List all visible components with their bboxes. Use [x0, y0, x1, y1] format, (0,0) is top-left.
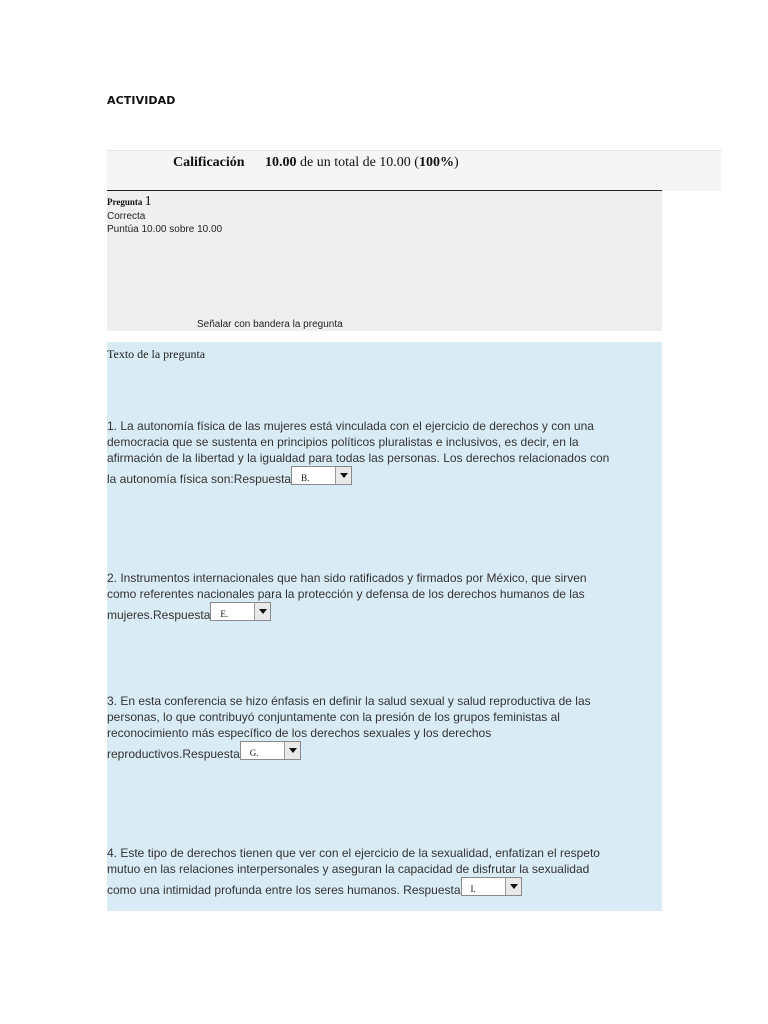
question-item-4: [107, 845, 662, 898]
chevron-down-icon[interactable]: [505, 878, 521, 895]
page-heading: ACTIVIDAD: [107, 94, 176, 107]
grade-value: [265, 155, 459, 171]
grade-percent: 100%: [418, 155, 454, 170]
question-item-3: [107, 693, 662, 762]
question-item-2: [107, 570, 662, 623]
flag-question-link[interactable]: Señalar con bandera la pregunta: [197, 319, 343, 330]
question-line: mutuo en las relaciones interpersonales y aseguran la capacidad de disfrutar la sexualidad: [107, 862, 590, 876]
question-answer-line: [107, 602, 662, 623]
question-number: 1: [144, 194, 152, 209]
question-info: [107, 191, 662, 331]
chevron-down-icon[interactable]: [254, 603, 270, 620]
question-score: Puntúa 10.00 sobre 10.00: [107, 224, 223, 235]
question-line: 3. En esta conferencia se hizo énfasis en definir la salud sexual y salud reproductiva de las: [107, 694, 591, 708]
answer-select-2[interactable]: [210, 602, 271, 621]
question-line: 2. Instrumentos internacionales que han sido ratificados y firmados por México, que sirven: [107, 571, 587, 585]
grade-total: de un total de 10.00 (: [296, 155, 419, 170]
question-text-heading: Texto de la pregunta: [107, 347, 206, 361]
question-answer-line: [107, 466, 662, 487]
question-line: 4. Este tipo de derechos tienen que ver con el ejercicio de la sexualidad, enfatizan el respeto: [107, 846, 600, 860]
question-line: democracia que se sustenta en principios políticos pluralistas e inclusivos, es decir, en la: [107, 435, 579, 449]
question-item-1: [107, 418, 662, 487]
question-line: personas, lo que contribuyó conjuntamente con la presión de los grupos feministas al: [107, 710, 560, 724]
chevron-down-icon[interactable]: [284, 742, 300, 759]
answer-select-value: B.: [301, 473, 310, 483]
question-tail: reproductivos.Respuesta: [107, 747, 240, 761]
answer-select-3[interactable]: [240, 741, 301, 760]
grade-summary: [107, 150, 721, 191]
grade-label: Calificación: [173, 155, 245, 170]
question-tail: la autonomía física son:Respuesta: [107, 472, 292, 486]
answer-select-value: I.: [470, 884, 476, 894]
question-answer-line: [107, 741, 662, 762]
question-status: Correcta: [107, 211, 146, 222]
question-line: como referentes nacionales para la protección y defensa de los derechos humanos de las: [107, 587, 585, 601]
question-tail: mujeres.Respuesta: [107, 608, 211, 622]
answer-select-4[interactable]: [461, 877, 522, 896]
question-text-panel: [107, 342, 662, 911]
grade-score: 10.00: [265, 155, 297, 170]
question-line: afirmación de la libertad y la igualdad para todas las personas. Los derechos relacionados con: [107, 451, 610, 465]
question-label: [107, 194, 152, 210]
answer-select-value: G.: [249, 748, 259, 758]
question-answer-line: [107, 877, 662, 898]
question-line: 1. La autonomía física de las mujeres está vinculada con el ejercicio de derechos y con una: [107, 419, 594, 433]
question-label-text: Pregunta: [107, 197, 143, 207]
chevron-down-icon[interactable]: [335, 467, 351, 484]
question-tail: como una intimidad profunda entre los seres humanos. Respuesta: [107, 883, 461, 897]
answer-select-value: E.: [220, 609, 229, 619]
question-line: reconocimiento más específico de los derechos sexuales y los derechos: [107, 726, 492, 740]
grade-close: ): [453, 155, 459, 170]
answer-select-1[interactable]: [291, 466, 352, 485]
